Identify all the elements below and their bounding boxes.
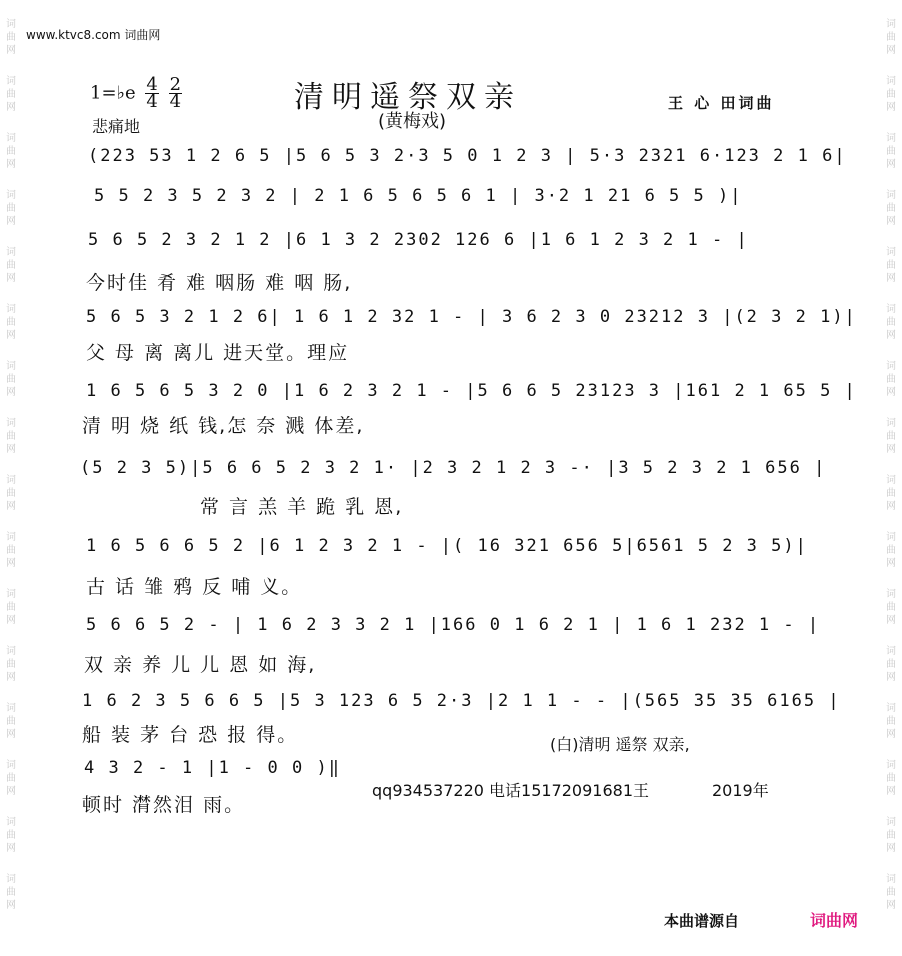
lyrics-line: 父 母 离 离儿 进天堂。理应 bbox=[86, 342, 350, 364]
notation-line: 1 6 2 3 5 6 6 5 |5 3 123 6 5 2·3 |2 1 1 - - |(565 35 35 6165 | bbox=[82, 691, 841, 711]
spoken-line: (白)清明 遥祭 双亲, bbox=[550, 735, 690, 754]
watermark-text: 词曲网 bbox=[6, 418, 16, 455]
watermark-text: 词曲网 bbox=[886, 361, 896, 398]
lyrics-line: 清 明 烧 纸 钱,怎 奈 溅 体差, bbox=[82, 415, 365, 437]
watermark-text: 词曲网 bbox=[6, 703, 16, 740]
site-url[interactable]: www.ktvc8.com 词曲网 bbox=[26, 28, 161, 42]
lyrics-line: 古 话 雏 鸦 反 哺 义。 bbox=[86, 576, 303, 598]
watermark-text: 词曲网 bbox=[6, 646, 16, 683]
notation-line: 1 6 5 6 5 3 2 0 |1 6 2 3 2 1 - |5 6 6 5 23123 3 |161 2 1 65 5 | bbox=[86, 381, 857, 401]
watermark-text: 词曲网 bbox=[886, 475, 896, 512]
song-title: 清明遥祭双亲 bbox=[294, 80, 522, 115]
watermark-text: 词曲网 bbox=[6, 19, 16, 56]
lyrics-line: 今时佳 肴 难 咽肠 难 咽 肠, bbox=[86, 272, 353, 294]
notation-line: 4 3 2 - 1 |1 - 0 0 )‖ bbox=[84, 758, 341, 778]
watermark-text: 词曲网 bbox=[886, 646, 896, 683]
watermark-text: 词曲网 bbox=[6, 76, 16, 113]
notation-line: (5 2 3 5)|5 6 6 5 2 3 2 1· |2 3 2 1 2 3 -· |3 5 2 3 2 1 656 | bbox=[80, 458, 827, 478]
watermark-text: 词曲网 bbox=[886, 76, 896, 113]
watermark-text: 词曲网 bbox=[886, 190, 896, 227]
lyrics-line: 船 装 茅 台 恐 报 得。 bbox=[82, 724, 299, 746]
notation-line: 5 6 5 2 3 2 1 2 |6 1 3 2 2302 126 6 |1 6 1 2 3 2 1 - | bbox=[88, 230, 749, 250]
lyrics-line: 常 言 羔 羊 跪 乳 恩, bbox=[200, 496, 404, 518]
watermark-text: 词曲网 bbox=[6, 475, 16, 512]
key-signature bbox=[90, 74, 182, 112]
notation-line: (223 53 1 2 6 5 |5 6 5 3 2·3 5 0 1 2 3 | 5·3 2321 6·123 2 1 6| bbox=[88, 146, 847, 166]
contact-info: qq934537220 电话15172091681王 bbox=[372, 781, 649, 800]
watermark-text: 词曲网 bbox=[6, 874, 16, 911]
notation-line: 5 6 5 3 2 1 2 6| 1 6 1 2 32 1 - | 3 6 2 3 0 23212 3 |(2 3 2 1)| bbox=[86, 307, 857, 327]
lyrics-line: 双 亲 养 儿 儿 恩 如 海, bbox=[84, 654, 317, 676]
watermark-text: 词曲网 bbox=[886, 19, 896, 56]
footer-brand-link[interactable]: 词曲网 bbox=[810, 911, 859, 930]
watermark-text: 词曲网 bbox=[6, 817, 16, 854]
watermark-text: 词曲网 bbox=[886, 418, 896, 455]
watermark-strip-left bbox=[2, 0, 20, 956]
watermark-text: 词曲网 bbox=[886, 532, 896, 569]
watermark-text: 词曲网 bbox=[886, 247, 896, 284]
footer-source: 本曲谱源自 bbox=[664, 912, 740, 930]
notation-line: 5 5 2 3 5 2 3 2 | 2 1 6 5 6 5 6 1 | 3·2 1 21 6 5 5 )| bbox=[94, 186, 743, 206]
watermark-text: 词曲网 bbox=[6, 247, 16, 284]
watermark-text: 词曲网 bbox=[886, 304, 896, 341]
watermark-text: 词曲网 bbox=[6, 532, 16, 569]
watermark-strip-right bbox=[882, 0, 900, 956]
watermark-text: 词曲网 bbox=[6, 304, 16, 341]
song-subtitle: (黄梅戏) bbox=[378, 111, 447, 132]
time-signature-2: $\frac{2}{4}$ bbox=[169, 74, 182, 112]
watermark-text: 词曲网 bbox=[886, 589, 896, 626]
watermark-text: 词曲网 bbox=[886, 874, 896, 911]
key-label: 1=♭e bbox=[90, 82, 136, 104]
watermark-text: 词曲网 bbox=[886, 133, 896, 170]
watermark-text: 词曲网 bbox=[886, 817, 896, 854]
time-signature-1: $\frac{4}{4}$ bbox=[146, 74, 158, 112]
watermark-text: 词曲网 bbox=[6, 190, 16, 227]
watermark-text: 词曲网 bbox=[886, 703, 896, 740]
watermark-text: 词曲网 bbox=[6, 589, 16, 626]
watermark-text: 词曲网 bbox=[6, 760, 16, 797]
watermark-text: 词曲网 bbox=[6, 133, 16, 170]
watermark-text: 词曲网 bbox=[886, 760, 896, 797]
year: 2019年 bbox=[712, 781, 769, 800]
song-author: 王 心 田词曲 bbox=[668, 94, 775, 112]
notation-line: 5 6 6 5 2 - | 1 6 2 3 3 2 1 |166 0 1 6 2 1 | 1 6 1 232 1 - | bbox=[86, 615, 821, 635]
notation-line: 1 6 5 6 6 5 2 |6 1 2 3 2 1 - |( 16 321 656 5|6561 5 2 3 5)| bbox=[86, 536, 808, 556]
mood-marking: 悲痛地 bbox=[92, 117, 141, 136]
watermark-text: 词曲网 bbox=[6, 361, 16, 398]
lyrics-line: 顿时 潸然泪 雨。 bbox=[82, 794, 246, 816]
